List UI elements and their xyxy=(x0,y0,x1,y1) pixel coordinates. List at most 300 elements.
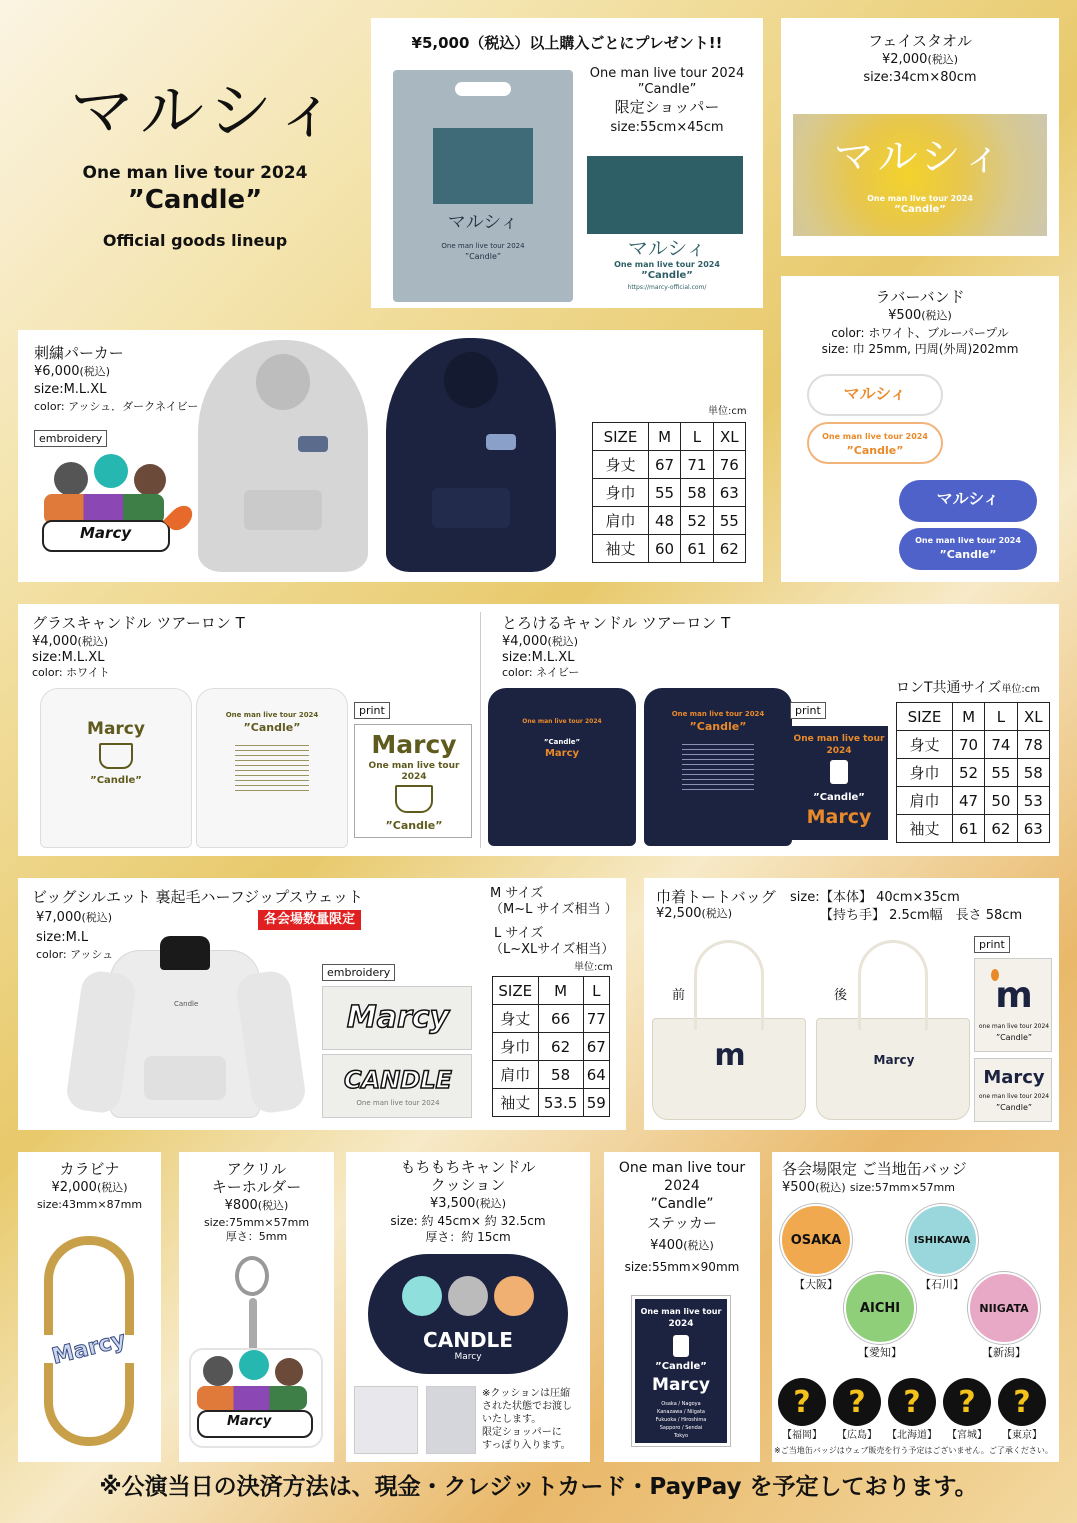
table-row xyxy=(897,787,1050,815)
keyholder-tax: (税込) xyxy=(257,1199,289,1212)
table-cell: 52 xyxy=(952,759,984,787)
table-cell: XL xyxy=(713,423,745,451)
carabiner-size: size:43mm×87mm xyxy=(36,1198,143,1211)
table-cell: 55 xyxy=(648,479,680,507)
shopper-title3: 限定ショッパー xyxy=(614,98,720,116)
art-figure-1 xyxy=(54,462,88,496)
badge-miyagi-label: 【宮城】 xyxy=(947,1430,987,1441)
print1-letter: m xyxy=(995,975,1033,1016)
badge-mystery-hiroshima xyxy=(833,1378,881,1426)
melt-print-candle xyxy=(830,760,848,784)
band-blue-bottom xyxy=(899,528,1037,570)
melt-tee-price-value: ¥4,000 xyxy=(502,634,548,649)
melt-tee-back-image xyxy=(644,688,792,846)
sticker-art1: One man live tour xyxy=(640,1307,722,1316)
table-cell: 67 xyxy=(648,451,680,479)
hood-opening-ash xyxy=(256,354,310,410)
table-row xyxy=(593,535,746,563)
sticker-tax: (税込) xyxy=(683,1239,714,1252)
hoodie-color: color: アッシュ．ダークネイビー xyxy=(34,400,199,413)
melt-back-line1: One man live tour 2024 xyxy=(671,710,765,718)
shopper-print-url: https://marcy-official.com/ xyxy=(627,284,707,291)
keyholder-name2: キーホルダー xyxy=(211,1178,302,1196)
ront-unit: 単位:cm xyxy=(1001,684,1041,695)
cushion-image xyxy=(368,1254,568,1374)
table-cell: 77 xyxy=(583,1005,609,1033)
band-white-top xyxy=(807,374,943,416)
table-cell: 48 xyxy=(648,507,680,535)
table-cell: 身巾 xyxy=(493,1033,539,1061)
table-cell: 67 xyxy=(583,1033,609,1061)
table-cell: 肩巾 xyxy=(897,787,953,815)
table-cell: 55 xyxy=(985,759,1017,787)
table-cell: 身丈 xyxy=(593,451,649,479)
melt-tee-size: size:M.L.XL xyxy=(502,650,575,665)
emb-candle-text: CANDLE xyxy=(344,1066,452,1094)
tote-back-image xyxy=(816,1018,970,1120)
tote-print-1 xyxy=(974,958,1052,1052)
band-blue-line2: ”Candle” xyxy=(939,548,997,561)
towel-tax: (税込) xyxy=(927,53,959,66)
mystery-mark: ? xyxy=(958,1384,976,1420)
table-cell: 肩巾 xyxy=(593,507,649,535)
table-cell: 61 xyxy=(952,815,984,843)
sticker-venue-5: Tokyo xyxy=(674,1433,688,1439)
bag-photo xyxy=(433,128,533,204)
glass-print-word: Marcy xyxy=(371,730,457,759)
table-cell: M xyxy=(538,977,583,1005)
zip-panel xyxy=(18,878,626,1130)
shopper-print-logo: マルシィ xyxy=(627,236,707,260)
melt-tee-color: color: ネイビー xyxy=(502,666,580,679)
towel-price xyxy=(781,52,1059,68)
tote-size-label: size: xyxy=(790,890,820,905)
glass-tee-size: size:M.L.XL xyxy=(32,650,105,665)
hoodie-tax: (税込) xyxy=(79,365,111,378)
badges-tax: (税込) xyxy=(815,1181,846,1194)
cushion-thick: 厚さ：約 15cm xyxy=(425,1230,511,1244)
table-cell: 64 xyxy=(583,1061,609,1089)
ront-title: ロンT共通サイズ xyxy=(896,680,1002,696)
sticker-venue-1: Osaka / Nagoya xyxy=(661,1401,701,1407)
badges-note: ※ご当地缶バッジはウェブ販売を行う予定はございません。ご了承ください。 xyxy=(774,1446,1053,1455)
zip-size-table xyxy=(492,976,610,1117)
pocket-navy xyxy=(432,488,510,528)
towel-price-value: ¥2,000 xyxy=(881,52,928,67)
table-cell: 60 xyxy=(648,535,680,563)
badge-niigata-art: NIIGATA xyxy=(979,1301,1029,1315)
glass-tee-front-candle xyxy=(99,743,133,769)
table-row xyxy=(593,423,746,451)
badges-size: size:57mm×57mm xyxy=(849,1181,955,1194)
emb-ash xyxy=(298,436,328,452)
tote-name: 巾着トートバッグ xyxy=(656,888,776,906)
cushion-face-1 xyxy=(402,1276,442,1316)
hoodie-name: 刺繍パーカー xyxy=(34,344,124,362)
table-cell: 袖丈 xyxy=(493,1089,539,1117)
table-row xyxy=(593,507,746,535)
band-blue-top xyxy=(899,480,1037,522)
table-cell: 58 xyxy=(1017,759,1049,787)
glass-tee-print-art xyxy=(354,724,472,838)
hood-opening-navy xyxy=(444,352,498,408)
hoodie-size-table xyxy=(592,422,746,563)
table-row xyxy=(493,977,610,1005)
badge-osaka-art: OSAKA xyxy=(790,1232,842,1248)
table-cell: 身丈 xyxy=(493,1005,539,1033)
band-price xyxy=(781,308,1059,324)
sticker-venue-3: Fukuoka / Hiroshima xyxy=(655,1417,707,1423)
cushion-note-4: 限定ショッパーに xyxy=(482,1427,562,1438)
tote-size2: 【持ち手】 2.5cm幅 長さ 58cm xyxy=(820,908,1023,923)
print2-word: Marcy xyxy=(983,1067,1045,1088)
sticker-name2: 2024 xyxy=(664,1178,700,1194)
shopper-print-photo xyxy=(587,156,743,234)
kh-figure-2 xyxy=(239,1350,269,1380)
band-blue-logo: マルシィ xyxy=(936,489,1000,508)
table-row xyxy=(493,1061,610,1089)
bag-handle-hole xyxy=(455,82,511,96)
table-cell: 55 xyxy=(713,507,745,535)
sticker-name4: ステッカー xyxy=(647,1216,717,1232)
sticker-image xyxy=(632,1296,730,1446)
cushion-note-2: された状態でお渡し xyxy=(482,1401,572,1412)
glass-tee-back-image xyxy=(196,688,348,848)
table-cell: L xyxy=(985,703,1017,731)
zip-l-note2: （L~XLサイズ相当） xyxy=(490,942,615,957)
melt-print-line2: 2024 xyxy=(826,746,852,756)
badge-mystery-fukuoka xyxy=(778,1378,826,1426)
zip-sweat-image xyxy=(74,932,298,1122)
shopper-panel xyxy=(371,18,763,308)
tote-back-print: Marcy xyxy=(873,1053,915,1067)
melt-back-line2: ”Candle” xyxy=(689,720,747,733)
zip-color: color: アッシュ xyxy=(36,948,114,961)
sticker-art4: Marcy xyxy=(652,1375,710,1395)
table-cell: 66 xyxy=(538,1005,583,1033)
mystery-mark: ? xyxy=(1013,1384,1031,1420)
badge-ishikawa-label: 【石川】 xyxy=(920,1278,964,1291)
towel-line1: One man live tour 2024 xyxy=(867,194,973,203)
tote-front-handle xyxy=(694,940,764,1030)
hoodie-price xyxy=(34,364,110,380)
glass-print-line2: 2024 xyxy=(401,772,427,782)
zip-price xyxy=(36,910,112,926)
table-cell: 62 xyxy=(538,1033,583,1061)
hoodie-panel xyxy=(18,330,763,582)
melt-tee-front-image xyxy=(488,688,636,846)
table-cell: 63 xyxy=(1017,815,1049,843)
glass-tee-print-tag: print xyxy=(354,702,390,719)
keyholder-art: Marcy xyxy=(227,1414,272,1429)
table-cell: 53 xyxy=(1017,787,1049,815)
badge-niigata-label: 【新潟】 xyxy=(982,1346,1026,1359)
pocket-ash xyxy=(244,490,322,530)
glass-tee-front-word: Marcy xyxy=(87,719,145,739)
tee-panel xyxy=(18,604,1059,856)
mystery-mark: ? xyxy=(903,1384,921,1420)
carabiner-price xyxy=(18,1180,161,1196)
cushion-art-word: CANDLE xyxy=(423,1328,513,1352)
keyholder-name1: アクリル xyxy=(226,1160,287,1178)
tour-subtitle: ”Candle” xyxy=(127,185,263,215)
cushion-package-photo-1 xyxy=(354,1386,418,1454)
ront-size-table xyxy=(896,702,1050,843)
badge-ishikawa xyxy=(906,1204,978,1276)
carabiner-panel xyxy=(18,1152,161,1462)
glass-print-line3: ”Candle” xyxy=(385,819,443,832)
table-cell: 50 xyxy=(985,787,1017,815)
melt-tee-tax: (税込) xyxy=(547,635,579,648)
melt-print-line1: One man live tour xyxy=(793,734,885,744)
zip-collar xyxy=(160,936,210,970)
band-white-logo: マルシィ xyxy=(843,384,907,403)
lineup-title: Official goods lineup xyxy=(102,231,288,250)
badges-price-value: ¥500 xyxy=(782,1180,816,1195)
hoodie-navy-image xyxy=(386,338,556,572)
shopper-print-line1: One man live tour 2024 xyxy=(614,260,720,269)
band-color: color: ホワイト、ブルーパープル xyxy=(831,326,1009,340)
table-cell: 身丈 xyxy=(897,731,953,759)
hoodie-size: size:M.L.XL xyxy=(34,382,107,397)
table-row xyxy=(897,759,1050,787)
zip-limited-badge: 各会場数量限定 xyxy=(258,910,361,930)
carabiner-art: Marcy xyxy=(49,1327,129,1370)
glass-tee-back-line1: One man live tour 2024 xyxy=(225,711,319,719)
tote-print-2 xyxy=(974,1058,1052,1122)
table-row xyxy=(493,1005,610,1033)
hoodie-ash-image xyxy=(198,340,368,572)
band-white-bottom xyxy=(807,422,943,464)
glass-tee-price-value: ¥4,000 xyxy=(32,634,78,649)
hoodie-art-text: Marcy xyxy=(80,524,132,542)
table-cell: 袖丈 xyxy=(593,535,649,563)
melt-tee-price xyxy=(502,634,578,650)
hoodie-embroidery-art xyxy=(34,454,194,566)
towel-name: フェイスタオル xyxy=(867,32,973,50)
table-cell: 63 xyxy=(713,479,745,507)
print2-line1: one man live tour 2024 xyxy=(978,1093,1050,1100)
bag-logo: マルシィ xyxy=(447,212,519,233)
table-cell: 身巾 xyxy=(593,479,649,507)
hoodie-unit: 単位:cm xyxy=(708,406,747,417)
table-row xyxy=(593,479,746,507)
zip-unit: 単位:cm xyxy=(574,962,613,973)
badge-aichi-label: 【愛知】 xyxy=(858,1346,902,1359)
sticker-price-value: ¥400 xyxy=(650,1238,684,1253)
glass-tee-name: グラスキャンドル ツアーロン T xyxy=(32,614,245,632)
keyholder-acrylic xyxy=(189,1348,323,1448)
art-figure-3 xyxy=(134,464,166,496)
cushion-face-3 xyxy=(494,1276,534,1316)
tote-panel xyxy=(644,878,1059,1130)
tote-front-print: m xyxy=(714,1038,746,1073)
band-white-line1: One man live tour 2024 xyxy=(822,432,928,441)
table-cell: M xyxy=(648,423,680,451)
glass-tee-back-line2: ”Candle” xyxy=(243,721,301,734)
table-cell: 62 xyxy=(713,535,745,563)
table-cell: 袖丈 xyxy=(897,815,953,843)
melt-print-word: Marcy xyxy=(806,806,872,828)
table-cell: SIZE xyxy=(593,423,649,451)
towel-image xyxy=(793,114,1047,236)
carabiner-price-value: ¥2,000 xyxy=(51,1180,97,1195)
cushion-size: size: 約 45cm× 約 32.5cm xyxy=(390,1214,546,1228)
tote-tax: (税込) xyxy=(701,907,733,920)
table-cell: 53.5 xyxy=(538,1089,583,1117)
shopper-bag-image xyxy=(393,70,573,302)
mystery-mark: ? xyxy=(793,1384,811,1420)
zip-emb-marcy xyxy=(322,986,472,1050)
tee-divider xyxy=(480,612,481,848)
table-cell: L xyxy=(583,977,609,1005)
sticker-name1: One man live tour xyxy=(618,1160,746,1176)
badge-ishikawa-art: ISHIKAWA xyxy=(913,1234,971,1246)
table-row xyxy=(493,1033,610,1061)
emb-marcy-text: Marcy xyxy=(346,1000,450,1035)
towel-logo: マルシィ xyxy=(833,134,1007,180)
zip-m-note1: M サイズ xyxy=(490,886,544,901)
badge-mystery-tokyo xyxy=(998,1378,1046,1426)
keyholder-price xyxy=(179,1198,334,1214)
towel-size: size:34cm×80cm xyxy=(863,70,977,85)
zip-size: size:M.L xyxy=(36,930,89,945)
sticker-venue-4: Sapporo / Sendai xyxy=(659,1425,703,1431)
kh-figure-3 xyxy=(275,1358,303,1386)
table-row xyxy=(493,1089,610,1117)
hoodie-embroidery-tag: embroidery xyxy=(34,430,107,447)
ront-table-title xyxy=(896,680,1040,698)
glass-tee-back-list xyxy=(235,741,309,791)
table-cell: 52 xyxy=(681,507,713,535)
carabiner-name: カラビナ xyxy=(59,1160,120,1178)
print2-line2: ”Candle” xyxy=(995,1103,1033,1112)
zip-name: ビッグシルエット 裏起毛ハーフジップスウェット xyxy=(32,888,363,906)
tote-print-tag: print xyxy=(974,936,1010,953)
glass-tee-price xyxy=(32,634,108,650)
brand-logo: マルシィ xyxy=(70,75,345,149)
shopper-size: size:55cm×45cm xyxy=(610,120,724,135)
cushion-art-sub: Marcy xyxy=(454,1352,482,1362)
sticker-art3: ”Candle” xyxy=(655,1361,707,1372)
badges-name: 各会場限定 ご当地缶バッジ xyxy=(782,1160,967,1178)
band-name: ラバーバンド xyxy=(875,288,965,306)
zip-tax: (税込) xyxy=(81,911,113,924)
zip-l-note1: L サイズ xyxy=(494,926,544,941)
melt-tee-print-tag: print xyxy=(790,702,826,719)
band-blue-line1: One man live tour 2024 xyxy=(915,536,1021,545)
tote-price xyxy=(656,906,732,922)
table-cell: 70 xyxy=(952,731,984,759)
sticker-name3: ”Candle” xyxy=(650,1196,714,1212)
cushion-name2: クッション xyxy=(430,1176,506,1194)
shopper-title2: ”Candle” xyxy=(637,82,697,97)
print1-line2: ”Candle” xyxy=(995,1033,1033,1042)
band-tax: (税込) xyxy=(921,309,952,322)
badge-osaka xyxy=(780,1204,852,1276)
zip-price-value: ¥7,000 xyxy=(36,910,82,925)
badge-aichi-art: AICHI xyxy=(859,1300,901,1316)
band-size: size: 巾 25mm, 円周(外周)202mm xyxy=(821,342,1019,356)
print1-line1: one man live tour 2024 xyxy=(978,1023,1050,1030)
tote-price-value: ¥2,500 xyxy=(656,906,702,921)
table-cell: 身巾 xyxy=(897,759,953,787)
towel-line2: ”Candle” xyxy=(894,204,946,215)
tote-front-image xyxy=(652,1018,806,1120)
sticker-candle xyxy=(673,1335,689,1357)
badge-niigata xyxy=(968,1272,1040,1344)
melt-back-list xyxy=(682,740,754,790)
bag-line1: One man live tour 2024 xyxy=(441,242,525,250)
melt-front-word: Marcy xyxy=(544,748,580,759)
badge-mystery-miyagi xyxy=(943,1378,991,1426)
table-cell: 肩巾 xyxy=(493,1061,539,1089)
tote-front-label: 前 xyxy=(672,988,686,1003)
table-cell: 74 xyxy=(985,731,1017,759)
keyholder-price-value: ¥800 xyxy=(224,1198,258,1213)
zip-embroidery-tag: embroidery xyxy=(322,964,395,981)
hoodie-price-value: ¥6,000 xyxy=(34,364,80,379)
table-cell: SIZE xyxy=(493,977,539,1005)
bag-line2: ”Candle” xyxy=(464,252,502,261)
towel-panel xyxy=(781,18,1059,256)
table-cell: 61 xyxy=(681,535,713,563)
emb-navy xyxy=(486,434,516,450)
badges-panel xyxy=(772,1152,1059,1462)
shopper-title1: One man live tour 2024 xyxy=(589,66,745,81)
keyholder-size: size:75mm×57mm xyxy=(203,1216,310,1229)
tote-back-handle xyxy=(858,940,928,1030)
cushion-note-1: ※クッションは圧縮 xyxy=(482,1388,571,1399)
tote-back-label: 後 xyxy=(834,988,848,1003)
glass-tee-tax: (税込) xyxy=(77,635,109,648)
cushion-note-5: すっぽり入ります。 xyxy=(482,1440,571,1451)
table-cell: 78 xyxy=(1017,731,1049,759)
table-cell: 71 xyxy=(681,451,713,479)
band-price-value: ¥500 xyxy=(888,308,922,323)
melt-front-line2: ”Candle” xyxy=(543,738,581,746)
melt-tee-print-art xyxy=(790,726,888,840)
keyring-image xyxy=(235,1256,269,1296)
table-cell: 58 xyxy=(681,479,713,507)
badge-aichi xyxy=(844,1272,916,1344)
badge-osaka-label: 【大阪】 xyxy=(794,1278,838,1291)
emb-candle-sub: One man live tour 2024 xyxy=(356,1099,440,1107)
table-cell: L xyxy=(681,423,713,451)
table-row xyxy=(593,451,746,479)
table-cell: 62 xyxy=(985,815,1017,843)
melt-front-line1: One man live tour 2024 xyxy=(522,718,602,725)
table-row xyxy=(897,703,1050,731)
table-cell: 58 xyxy=(538,1061,583,1089)
keyholder-panel xyxy=(179,1152,334,1462)
zip-chest-mark: Candle xyxy=(174,1000,199,1008)
shopper-headline: ¥5,000（税込）以上購入ごとにプレゼント!! xyxy=(411,34,723,52)
carabiner-image xyxy=(44,1236,134,1446)
keychain-link xyxy=(249,1298,257,1352)
sticker-price xyxy=(604,1238,760,1254)
sticker-panel xyxy=(604,1152,760,1462)
badge-hokkaido-label: 【北海道】 xyxy=(887,1430,937,1441)
badge-tokyo-label: 【東京】 xyxy=(1002,1430,1042,1441)
cushion-note-3: いたします。 xyxy=(482,1414,542,1425)
table-row xyxy=(897,815,1050,843)
glass-print-candle xyxy=(395,785,433,813)
sticker-venue-2: Kanazawa / Niigata xyxy=(657,1409,705,1415)
keyholder-thick: 厚さ：5mm xyxy=(225,1230,288,1243)
mystery-mark: ? xyxy=(848,1384,866,1420)
glass-tee-front-sub: ”Candle” xyxy=(90,775,142,786)
